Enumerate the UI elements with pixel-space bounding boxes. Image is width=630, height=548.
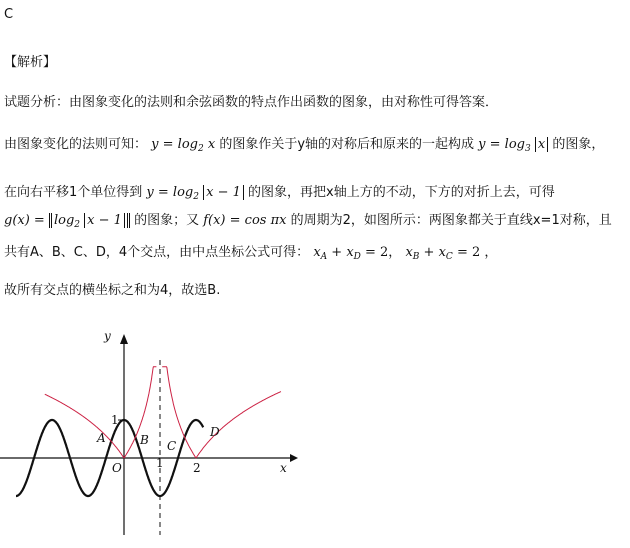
point-label-b: B [140,433,149,447]
analysis-line-1 [4,94,498,112]
formula-g: $g(x) = \log_2 x - 1$ [4,213,130,228]
line-4-text-a: 的图象；又 [134,213,200,228]
y-axis-label: y [104,329,111,343]
point-label-a: A [97,431,106,445]
y-axis-arrow-icon [120,334,128,344]
analysis-line-3 [4,184,555,206]
formula-f-cos: f(x) = cos πx [203,213,287,228]
line-1-text: 试题分析：由图象变化的法则和余弦函数的特点作出函数的图象，由对称性可得答案． [4,95,499,110]
line-3-text-b: 的图象，再把x轴上方的不动，下方的对折上去，可得 [248,185,555,200]
line-2-text-a: 由图象变化的法则可知： [4,137,148,152]
line-2-text-b: 的图象作关于y轴的对称后和原来的一起构成 [219,137,475,152]
analysis-line-2 [4,136,604,158]
line-2-text-c: 的图象， [552,137,605,152]
formula-log3-abs-x: $y = \log_3 x$ [478,137,548,152]
point-label-d: D [210,425,220,439]
tick-label-x-two: 2 [193,461,201,475]
point-label-c: C [167,439,177,453]
line-5-text-a: 共有A、B、C、D，4个交点，由中点坐标公式可得： [4,245,310,260]
formula-log2x: $y = \log_2 x$ [151,137,216,154]
formula-xa-plus-xd: $x_A + x_D = 2$， [313,245,402,262]
tick-label-x-one: 1 [156,456,164,470]
function-graph [0,320,320,540]
analysis-line-6 [4,282,220,300]
analysis-line-4 [4,212,612,234]
analysis-line-5 [4,244,497,266]
x-axis-arrow-icon [290,454,298,462]
line-3-text-a: 在向右平移1个单位得到 [4,185,143,200]
tick-label-y-one: 1 [111,413,119,427]
analysis-heading: 【解析】 [4,55,57,70]
log-curve-right [162,367,281,458]
line-6-text: 故所有交点的横坐标之和为4，故选B. [4,283,221,298]
formula-log2-abs-x-minus-1: $y = \log_2 x - 1$ [146,185,243,200]
formula-xb-plus-xc: $x_B + x_C = 2$ ， [405,245,498,262]
origin-label: O [112,461,122,475]
x-axis-label: x [280,461,287,475]
line-4-text-b: 的周期为2，如图所示：两图象都关于直线x=1对称，且 [290,213,612,228]
answer-label: C [4,7,14,22]
